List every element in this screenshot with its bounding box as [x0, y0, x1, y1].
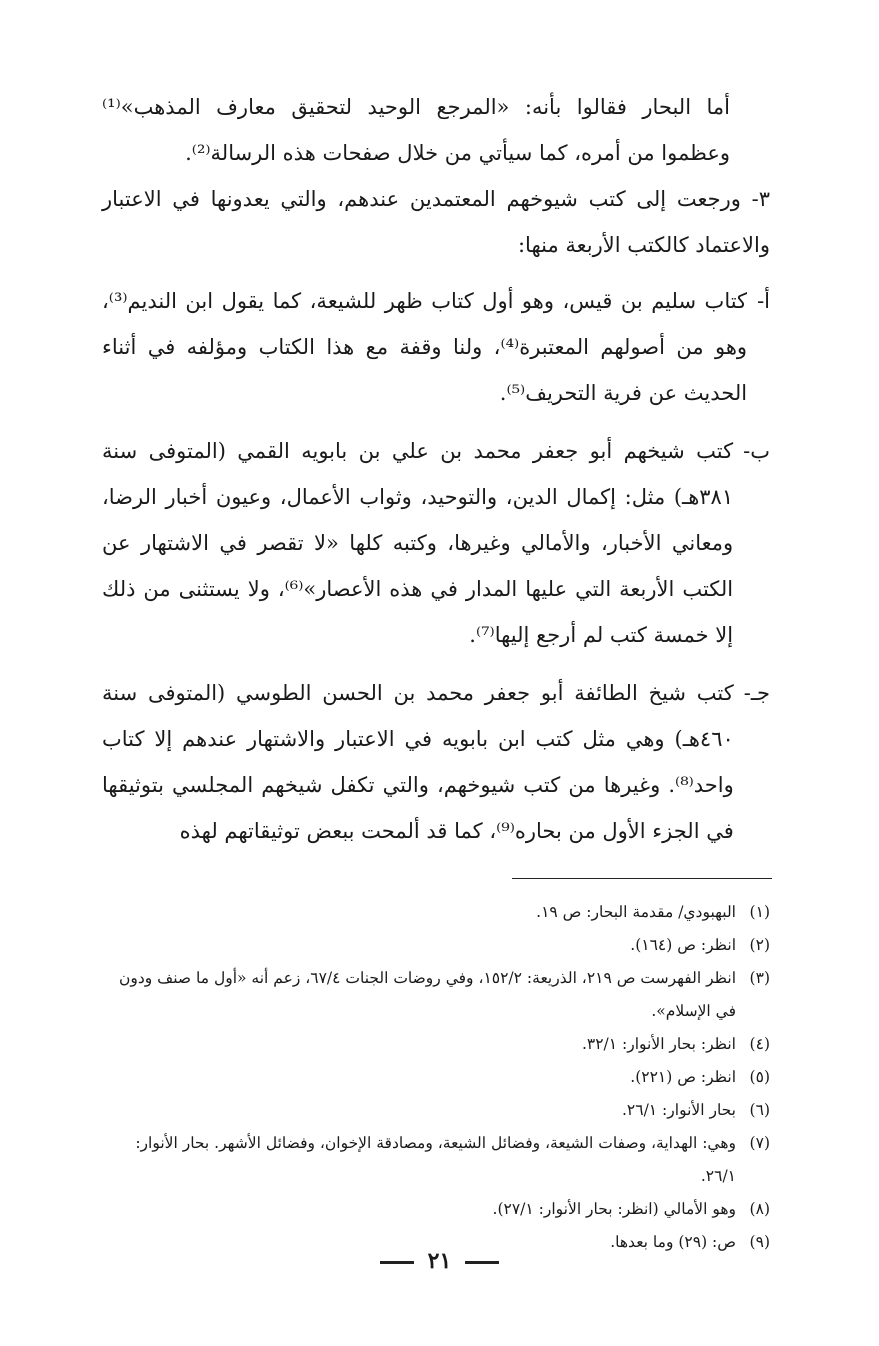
footnote-number: (٦) — [749, 1101, 770, 1119]
footnote-number: (٢) — [749, 936, 770, 954]
paragraph-bihar: أما البحار فقالوا بأنه: «المرجع الوحيد لتحقيق معارف المذهب»⁽¹⁾ وعظموا من أمره، كما سيأتي من خلال صفحات هذه الرسالة⁽²⁾. — [102, 95, 730, 165]
item-text: كتب شيخهم أبو جعفر محمد بن علي بن بابويه القمي (المتوفى سنة ٣٨١هـ) مثل: إكمال الدين، والتوحيد، وثواب الأعمال، وعيون أخبار الرضا، ومعاني الأخبار، والأمالي وغيرها، وكتبه كلها «لا تقصر في الاشتهار عن الكتب الأربعة التي عليها المدار في هذه الأعصار»⁽⁶⁾، ولا يستثنى من ذلك إلا خمسة كتب لم أرجع إليها⁽⁷⁾. — [102, 439, 734, 647]
item-text: كتب شيخ الطائفة أبو جعفر محمد بن الحسن الطوسي (المتوفى سنة ٤٦٠هـ) وهي مثل كتب ابن بابويه في الاعتبار والاشتهار عندهم إلا كتاب واحد⁽⁸⁾. وغيرها من كتب شيوخهم، والتي تكفل شيخهم المجلسي بتوثيقها في الجزء الأول من بحاره⁽⁹⁾، كما قد ألمحت ببعض توثيقاتهم لهذه — [102, 681, 734, 843]
footnote — [108, 962, 770, 1028]
footnote — [108, 1193, 770, 1226]
footnote — [108, 896, 770, 929]
footnote-text: وهي: الهداية، وصفات الشيعة، وفضائل الشيعة، ومصادقة الإخوان، وفضائل الأشهر. بحار الأنوار: ٢٦/١. — [135, 1134, 736, 1185]
footnote-text: وهو الأمالي (انظر: بحار الأنوار: ٢٧/١). — [492, 1200, 736, 1218]
footnote-text: البهبودي/ مقدمة البحار: ص ١٩. — [536, 903, 736, 921]
footnote — [108, 1127, 770, 1193]
page-number — [0, 1248, 879, 1274]
footnote-number: (٩) — [749, 1233, 770, 1251]
item-marker: أ- — [757, 289, 770, 313]
item-marker: جـ- — [743, 681, 770, 705]
footnote-number: (٧) — [749, 1134, 770, 1152]
footnote-text: انظر: ص (٢٢١). — [630, 1068, 736, 1086]
list-item-alif — [102, 278, 770, 416]
footnote-text: ص: (٢٩) وما بعدها. — [610, 1233, 736, 1251]
section-3-intro: ٣- ورجعت إلى كتب شيوخهم المعتمدين عندهم، والتي يعدونها في الاعتبار والاعتماد كالكتب الأربعة منها: — [102, 187, 770, 257]
footnote-number: (٤) — [749, 1035, 770, 1053]
list-item-ba — [102, 428, 770, 658]
page-number-dash — [380, 1261, 414, 1264]
footnote-text: بحار الأنوار: ٢٦/١. — [621, 1101, 736, 1119]
page-number-value: ٢١ — [427, 1248, 452, 1274]
footnote — [108, 1028, 770, 1061]
footnotes — [108, 896, 770, 1259]
page-number-dash — [465, 1261, 499, 1264]
footnote-number: (٣) — [749, 969, 770, 987]
footnote-number: (٥) — [749, 1068, 770, 1086]
footnote-number: (٨) — [749, 1200, 770, 1218]
footnote-number: (١) — [749, 903, 770, 921]
item-text: كتاب سليم بن قيس، وهو أول كتاب ظهر للشيعة، كما يقول ابن النديم⁽³⁾، وهو من أصولهم المعتبرة⁽⁴⁾، ولنا وقفة مع هذا الكتاب ومؤلفه في أثناء الحديث عن فرية التحريف⁽⁵⁾. — [102, 289, 748, 405]
footnote-text: انظر: بحار الأنوار: ٣٢/١. — [581, 1035, 736, 1053]
footnote-text: انظر: ص (١٦٤). — [630, 936, 736, 954]
footnote-text: انظر الفهرست ص ٢١٩، الذريعة: ١٥٢/٢، وفي روضات الجنات ٦٧/٤، زعم أنه «أول ما صنف ودون في الإسلام». — [119, 969, 736, 1020]
footnote — [108, 929, 770, 962]
list-item-jim — [102, 670, 770, 854]
item-marker: ب- — [743, 439, 770, 463]
footnote-separator — [512, 878, 772, 879]
footnote — [108, 1061, 770, 1094]
footnote — [108, 1094, 770, 1127]
main-text — [102, 84, 770, 866]
